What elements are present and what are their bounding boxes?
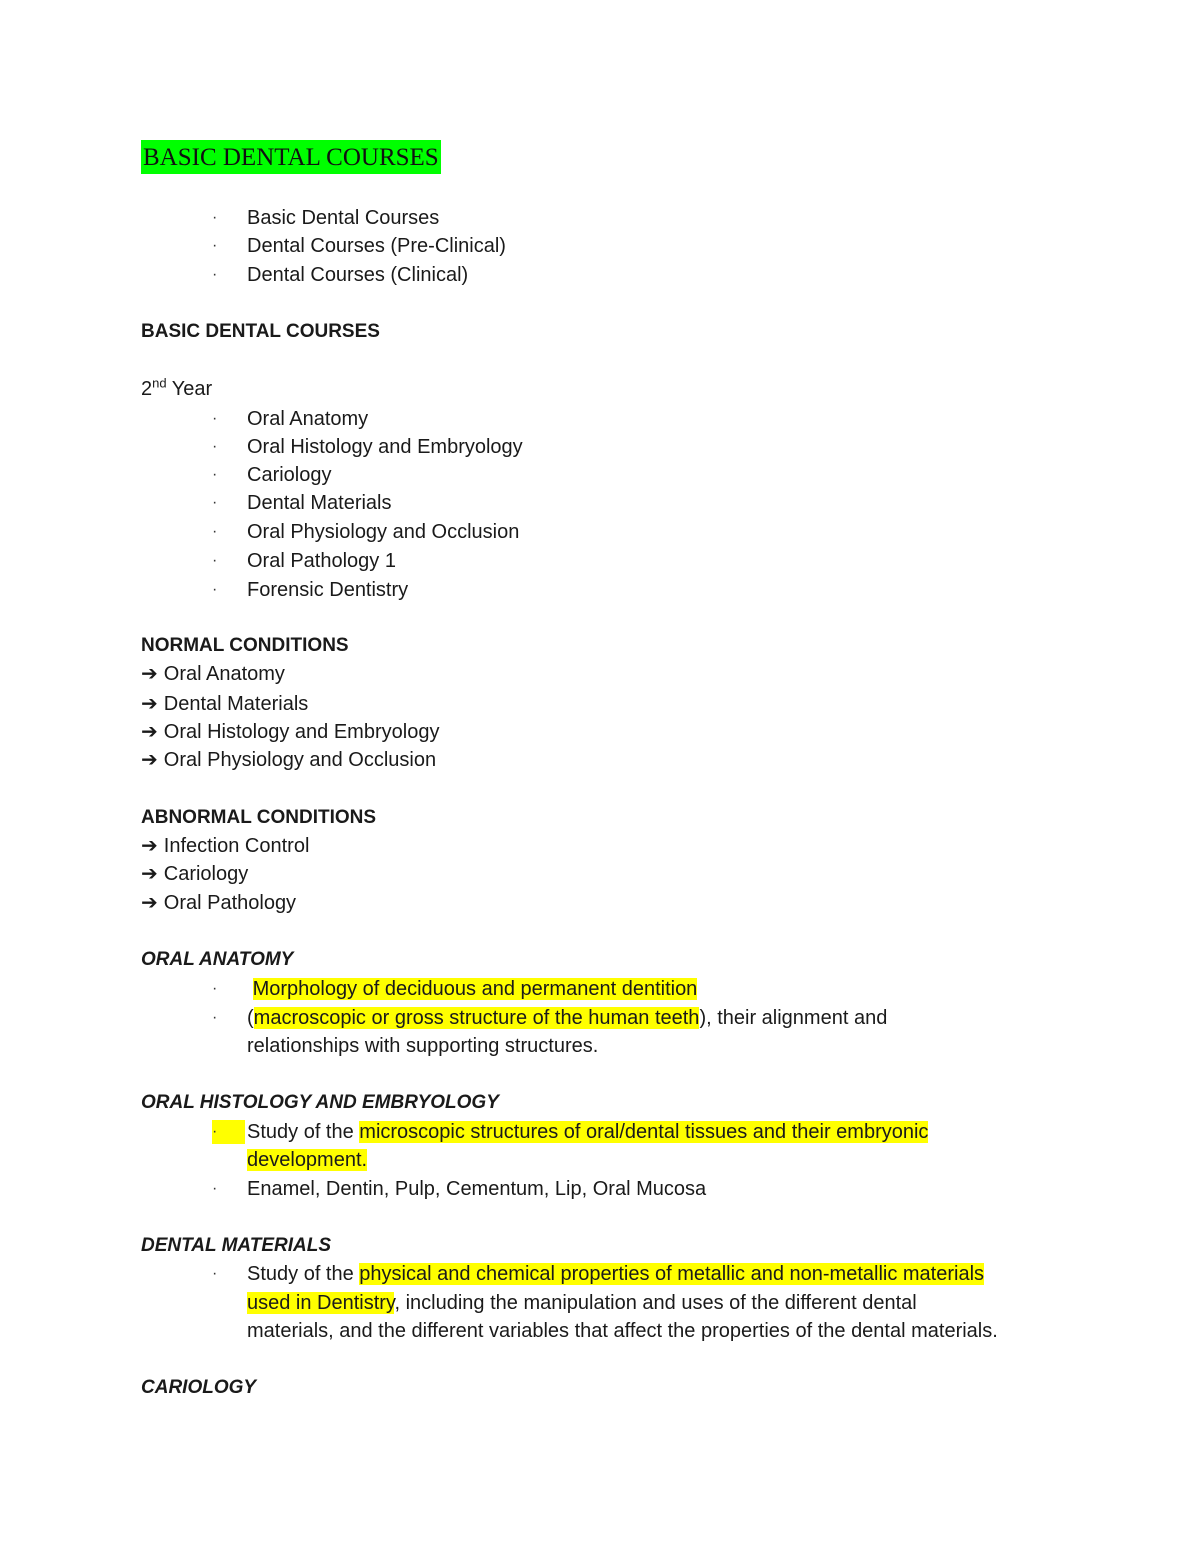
arrow-icon: ➔ [141,835,158,857]
list-item: Dental Materials [247,492,392,514]
bullet-icon: · [212,237,218,254]
year-word: Year [171,378,213,400]
list-item: Cariology [247,464,332,486]
list-item: Oral Histology and Embryology [247,436,523,458]
section-heading: ORAL ANATOMY [141,949,294,970]
list-item: Forensic Dentistry [247,579,409,601]
arrow-icon: ➔ [141,693,158,715]
year-suffix: nd [152,375,167,391]
bullet-icon: · [212,410,218,427]
bullet-icon: · [212,1180,218,1197]
bullet-icon: · [212,552,218,569]
list-item: Oral Physiology and Occlusion [247,521,520,543]
arrow-icon: ➔ [141,721,158,743]
list-item: ➔ Cariology [141,863,249,885]
section-heading: ORAL HISTOLOGY AND EMBRYOLOGY [141,1092,499,1113]
section-heading: BASIC DENTAL COURSES [141,321,380,342]
year-label [141,377,212,401]
list-item: ➔ Oral Anatomy [141,663,285,685]
list-item: Study of the microscopic structures of oral/dental tissues and their embryonic [247,1121,929,1143]
arrow-icon: ➔ [141,749,158,771]
document-title: BASIC DENTAL COURSES [141,140,441,174]
arrow-icon: ➔ [141,863,158,885]
list-item: ➔ Oral Physiology and Occlusion [141,749,437,771]
bullet-icon: · [212,523,218,540]
bullet-icon: · [212,209,218,226]
list-item: Oral Pathology 1 [247,550,396,572]
list-item: ➔ Oral Histology and Embryology [141,721,440,743]
bullet-icon: · [212,980,218,997]
list-item-continuation: development. [247,1149,368,1171]
list-item-continuation: used in Dentistry, including the manipulation and uses of the different dental [247,1292,917,1314]
section-heading: ABNORMAL CONDITIONS [141,807,377,828]
list-item-continuation: relationships with supporting structures. [247,1035,599,1057]
arrow-icon: ➔ [141,663,158,685]
bullet-icon: · [212,494,218,511]
arrow-icon: ➔ [141,892,158,914]
list-item: ➔ Oral Pathology [141,892,297,914]
list-item-continuation: materials, and the different variables that affect the properties of the dental materials. [247,1320,998,1342]
list-item: Basic Dental Courses [247,207,440,229]
year-number: 2 [141,378,153,400]
list-item: Dental Courses (Clinical) [247,264,469,286]
list-item: Oral Anatomy [247,408,369,430]
section-heading: DENTAL MATERIALS [141,1235,331,1256]
list-item: ➔ Infection Control [141,835,310,857]
list-item: ➔ Dental Materials [141,693,309,715]
bullet-icon: · [212,1120,245,1144]
bullet-icon: · [212,266,218,283]
section-heading: CARIOLOGY [141,1377,257,1398]
bullet-icon: · [212,438,218,455]
bullet-icon: · [212,1265,218,1282]
list-item: Dental Courses (Pre-Clinical) [247,235,506,257]
bullet-icon: · [212,466,218,483]
bullet-icon: · [212,581,218,598]
bullet-icon: · [212,1009,218,1026]
list-item: Enamel, Dentin, Pulp, Cementum, Lip, Oral Mucosa [247,1178,707,1200]
section-heading: NORMAL CONDITIONS [141,635,349,656]
list-item: Study of the physical and chemical properties of metallic and non-metallic materials [247,1263,985,1285]
list-item: (macroscopic or gross structure of the human teeth), their alignment and [247,1007,888,1029]
list-item: Morphology of deciduous and permanent dentition [252,978,698,1000]
